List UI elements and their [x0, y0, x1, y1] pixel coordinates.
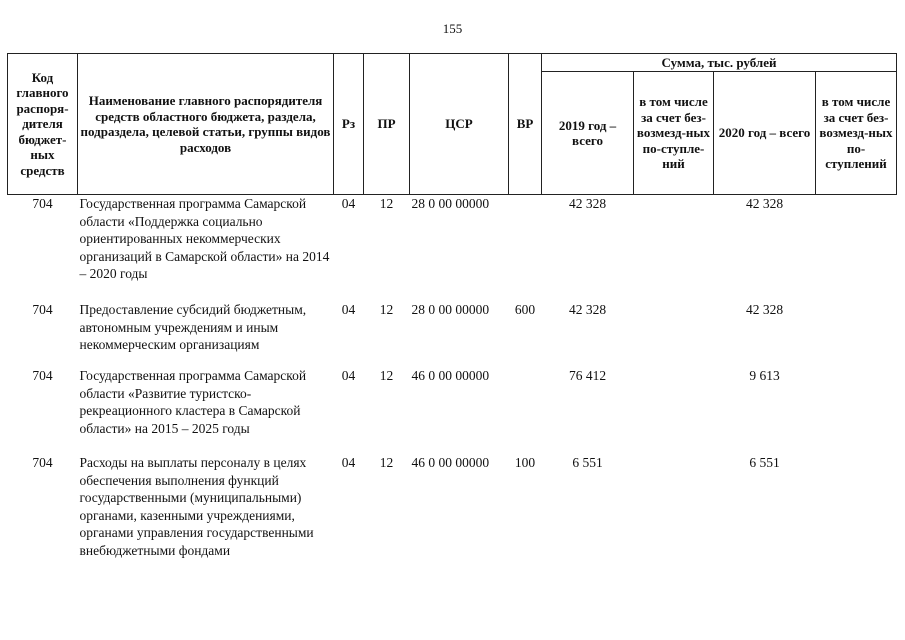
cell-name: Расходы на выплаты персоналу в целях обеспечения выполнения функций государственными (муниципальными) органами, казенными учреждениями, органами управления государственными внебюджетными фондами — [79, 455, 314, 558]
cell-vr: 600 — [514, 302, 536, 317]
header-name: Наименование главного распорядителя средств областного бюджета, раздела, подраздела, целевой статьи, группы видов расходов — [78, 54, 334, 195]
cell-rz: 04 — [341, 302, 356, 317]
cell-pr: 12 — [379, 196, 394, 211]
table-row — [8, 195, 897, 302]
cell-2019-grants — [634, 301, 714, 367]
header-vr: ВР — [509, 54, 542, 195]
cell-2020-total: 42 328 — [745, 196, 784, 211]
header-pr: ПР — [364, 54, 410, 195]
header-code: Код главного распоря-дителя бюджет-ных средств — [8, 54, 78, 195]
cell-pr: 12 — [379, 368, 394, 383]
cell-rz: 04 — [341, 196, 356, 211]
header-2020-grants: в том числе за счет без-возмезд-ных по-ступлений — [816, 72, 897, 195]
cell-csr: 46 0 00 00000 — [411, 368, 490, 383]
header-2019-grants: в том числе за счет без-возмезд-ных по-ступле-ний — [634, 72, 714, 195]
cell-2019-total: 42 328 — [568, 302, 607, 317]
cell-2020-total: 42 328 — [745, 302, 784, 317]
cell-2020-grants — [816, 367, 897, 454]
cell-2019-grants — [634, 454, 714, 594]
header-csr: ЦСР — [410, 54, 509, 195]
cell-csr: 46 0 00 00000 — [411, 455, 490, 470]
cell-2019-total: 76 412 — [568, 368, 607, 383]
cell-name: Государственная программа Самарской области «Поддержка социально ориентированных некоммерческих организаций в Самарской области» на 2014 – 2020 годы — [79, 196, 330, 281]
cell-2020-grants — [816, 301, 897, 367]
header-sum-group: Сумма, тыс. рублей — [542, 54, 897, 72]
cell-2019-grants — [634, 195, 714, 302]
cell-pr: 12 — [379, 455, 394, 470]
cell-rz: 04 — [341, 368, 356, 383]
cell-2019-total: 42 328 — [568, 196, 607, 211]
table-row — [8, 301, 897, 367]
cell-name: Предоставление субсидий бюджетным, автономным учреждениям и иным некоммерческим организациям — [79, 302, 307, 352]
cell-code: 704 — [32, 368, 53, 383]
table-row — [8, 367, 897, 454]
header-rz: Рз — [334, 54, 364, 195]
cell-csr: 28 0 00 00000 — [411, 196, 490, 211]
cell-2020-total: 9 613 — [749, 368, 780, 383]
cell-vr — [509, 367, 542, 454]
cell-2020-grants — [816, 454, 897, 594]
cell-2019-total: 6 551 — [572, 455, 603, 470]
cell-code: 704 — [32, 455, 53, 470]
table-row — [8, 454, 897, 594]
cell-rz: 04 — [341, 455, 356, 470]
header-2019-total: 2019 год – всего — [542, 72, 634, 195]
table-header — [8, 54, 897, 195]
page-number: 155 — [442, 21, 463, 36]
cell-2020-total: 6 551 — [749, 455, 780, 470]
cell-2019-grants — [634, 367, 714, 454]
cell-pr: 12 — [379, 302, 394, 317]
cell-csr: 28 0 00 00000 — [411, 302, 490, 317]
cell-vr — [509, 195, 542, 302]
cell-name: Государственная программа Самарской области «Развитие туристско-рекреационного кластера в Самарской области» на 2015 – 2025 годы — [79, 368, 307, 436]
cell-code: 704 — [32, 196, 53, 211]
cell-vr: 100 — [514, 455, 536, 470]
budget-table — [7, 53, 897, 594]
header-2020-total: 2020 год – всего — [714, 72, 816, 195]
cell-code: 704 — [32, 302, 53, 317]
cell-2020-grants — [816, 195, 897, 302]
